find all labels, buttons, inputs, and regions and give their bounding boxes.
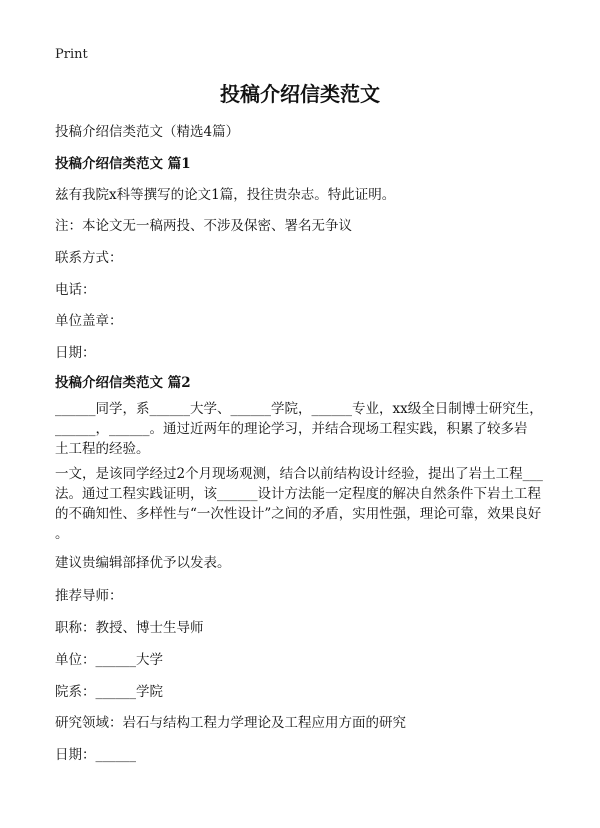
s1-line-1: 兹有我院x科等撰写的论文1篇，投往贵杂志。特此证明。 [55, 187, 396, 203]
document-subtitle: 投稿介绍信类范文（精选4篇） [55, 124, 240, 140]
s2-date: 日期：______ [55, 747, 136, 763]
s2-field: 研究领域：岩石与结构工程力学理论及工程应用方面的研究 [55, 715, 406, 731]
s1-contact: 联系方式： [55, 250, 123, 266]
s2-dept: 院系：______学院 [55, 684, 163, 700]
s2-p2-line: 的不确知性、多样性与“一次性设计”之间的矛盾，实用性强，理论可靠，效果良好 [55, 506, 542, 522]
s2-p1-line: ______同学，系______大学、______学院，______专业，xx级全日制博士研究生， [55, 401, 543, 417]
s2-recommend: 建议贵编辑部择优予以发表。 [55, 555, 231, 571]
section-1-heading: 投稿介绍信类范文 篇1 [55, 156, 191, 172]
s2-paragraph-1 [55, 399, 550, 459]
s2-unit: 单位：______大学 [55, 652, 163, 668]
section-2-heading: 投稿介绍信类范文 篇2 [55, 375, 191, 391]
document-title: 投稿介绍信类范文 [220, 82, 380, 106]
s2-p2-line: 法。通过工程实践证明，该______设计方法能一定程度的解决自然条件下岩土工程 [55, 486, 541, 502]
s1-phone: 电话： [55, 282, 96, 298]
s2-p1-line: 土工程的经验。 [55, 441, 150, 457]
s2-paragraph-2 [55, 464, 550, 544]
s2-advisor: 推荐导师： [55, 588, 123, 604]
s2-p2-line: 。 [55, 526, 69, 542]
s1-date: 日期： [55, 345, 96, 361]
s2-p1-line: ______，______。通过近两年的理论学习，并结合现场工程实践，积累了较多岩 [55, 421, 528, 437]
print-link[interactable]: Print [55, 47, 88, 62]
s2-p2-line: 一文，是该同学经过2个月现场观测，结合以前结构设计经验，提出了岩土工程___ [55, 466, 543, 482]
s1-line-2: 注：本论文无一稿两投、不涉及保密、署名无争议 [55, 218, 352, 234]
s1-seal: 单位盖章： [55, 313, 123, 329]
s2-title: 职称：教授、博士生导师 [55, 620, 204, 636]
